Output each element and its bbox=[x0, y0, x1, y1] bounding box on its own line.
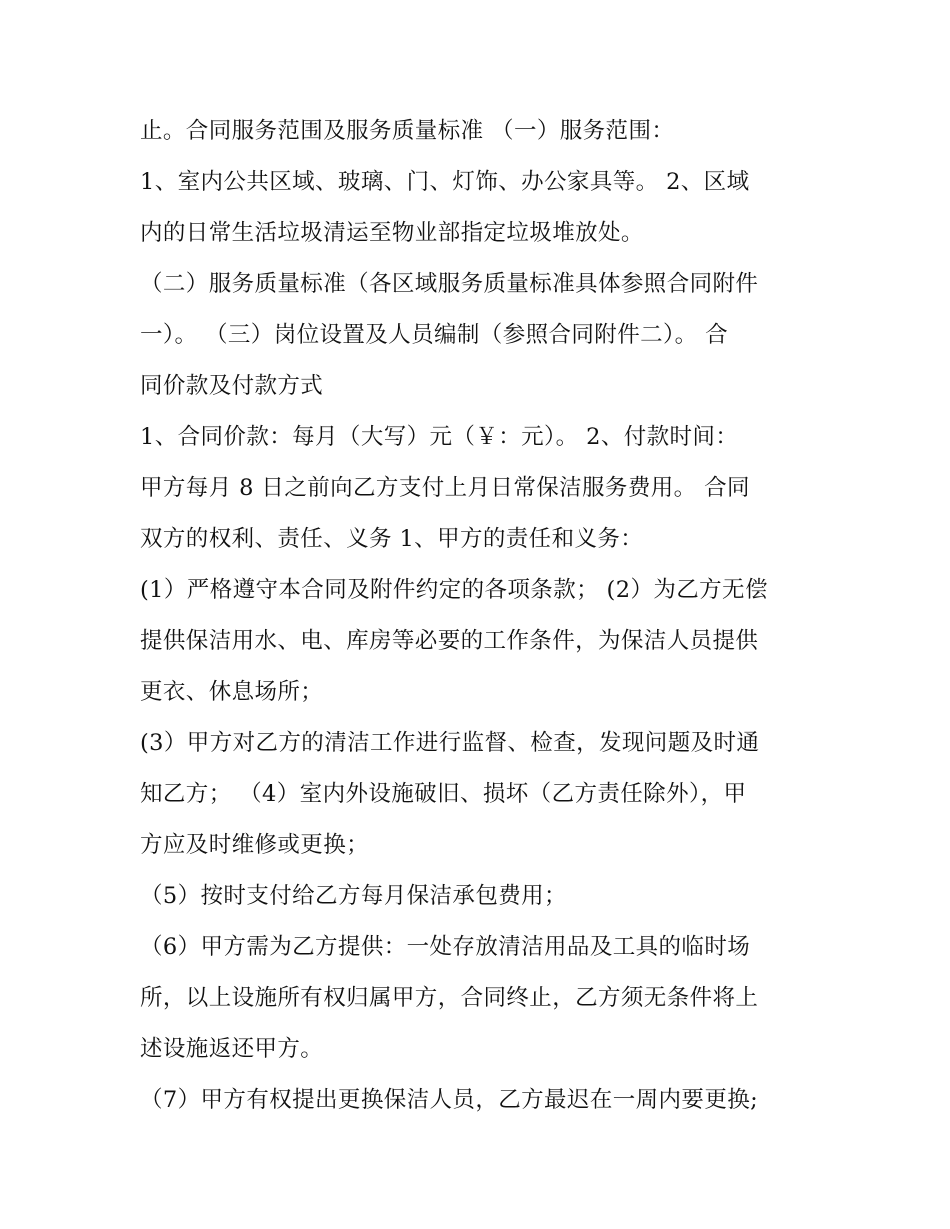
text-line: （5）按时支付给乙方每月保洁承包费用； bbox=[140, 883, 567, 909]
text-line: 止。合同服务范围及服务质量标准 （一）服务范围： bbox=[140, 118, 675, 144]
text-line: 知乙方； （4）室内外设施破旧、损坏（乙方责任除外），甲 bbox=[140, 781, 747, 807]
text-line: 一）。 （三）岗位设置及人员编制（参照合同附件二）。 合 bbox=[140, 322, 729, 348]
text-line: 双方的权利、责任、义务 1、甲方的责任和义务： bbox=[140, 526, 644, 552]
text-line: 方应及时维修或更换； bbox=[140, 832, 370, 858]
text-line: 同价款及付款方式 bbox=[140, 373, 324, 399]
text-line: 所，以上设施所有权归属甲方，合同终止，乙方须无条件将上 bbox=[140, 985, 759, 1011]
text-line: 更衣、休息场所； bbox=[140, 679, 324, 705]
text-line: （6）甲方需为乙方提供：一处存放清洁用品及工具的临时场 bbox=[140, 934, 751, 960]
text-line: 甲方每月 8 日之前向乙方支付上月日常保洁服务费用。 合同 bbox=[140, 475, 750, 501]
document-body bbox=[140, 106, 820, 1126]
text-line: 1、合同价款：每月（大写）元（￥：元）。 2、付款时间： bbox=[140, 424, 739, 450]
text-line: 1、室内公共区域、玻璃、门、灯饰、办公家具等。 2、区域 bbox=[140, 169, 750, 195]
text-line: （二）服务质量标准（各区域服务质量标准具体参照合同附件 bbox=[140, 271, 759, 297]
text-line: 述设施返还甲方。 bbox=[140, 1036, 324, 1062]
text-line: (3）甲方对乙方的清洁工作进行监督、检查，发现问题及时通 bbox=[140, 730, 760, 756]
text-line: (1）严格遵守本合同及附件约定的各项条款； (2）为乙方无偿 bbox=[140, 577, 768, 603]
text-line: 内的日常生活垃圾清运至物业部指定垃圾堆放处。 bbox=[140, 220, 644, 246]
text-line: （7）甲方有权提出更换保洁人员，乙方最迟在一周内要更换; bbox=[140, 1087, 759, 1113]
text-line: 提供保洁用水、电、库房等必要的工作条件，为保洁人员提供 bbox=[140, 628, 759, 654]
